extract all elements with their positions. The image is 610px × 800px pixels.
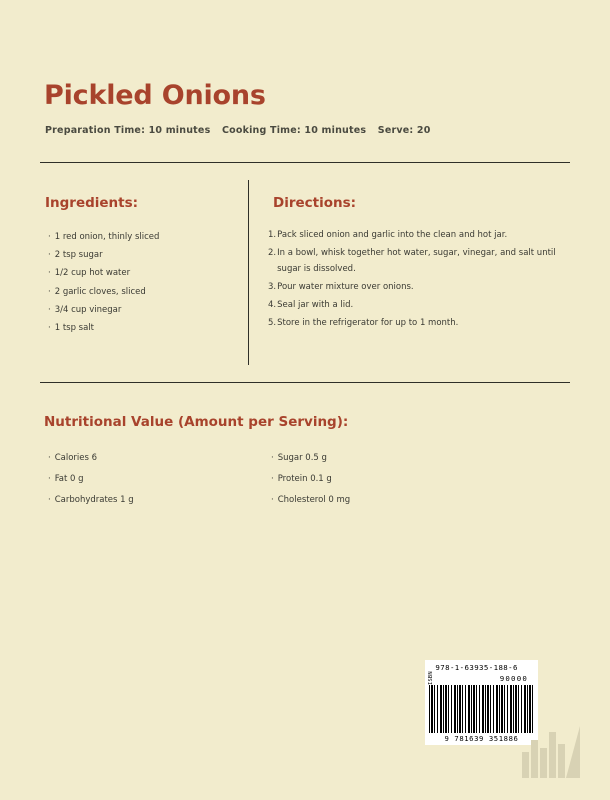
bullet-icon: ·: [48, 232, 51, 242]
step-number: 2.: [268, 248, 277, 259]
list-item: [268, 228, 568, 244]
list-item: [48, 469, 268, 490]
nutrition-list-left: [48, 448, 268, 511]
list-item: [48, 264, 238, 282]
ingredient-text: 3/4 cup vinegar: [54, 304, 122, 315]
ingredients-list: [48, 228, 238, 337]
list-item: [271, 469, 491, 490]
bullet-icon: ·: [48, 495, 51, 505]
publisher-logo-icon: [522, 726, 580, 778]
serve-count: Serve: 20: [377, 125, 431, 136]
barcode-bars: [429, 685, 534, 733]
page-title: Pickled Onions: [44, 80, 266, 111]
prep-time: Preparation Time: 10 minutes: [45, 125, 211, 136]
barcode-digits: 9 781639 351886: [444, 734, 519, 743]
step-text: Seal jar with a lid.: [277, 300, 354, 311]
list-item: [268, 298, 568, 314]
ingredient-text: 2 tsp sugar: [54, 250, 103, 261]
nutrition-text: Fat 0 g: [54, 474, 84, 484]
ingredient-text: 1 red onion, thinly sliced: [54, 232, 160, 242]
bullet-icon: ·: [48, 453, 51, 463]
bullet-icon: ·: [48, 304, 51, 315]
ingredient-text: 1 tsp salt: [54, 323, 95, 334]
isbn-label: ISBN: [428, 671, 434, 685]
nutrition-heading: Nutritional Value (Amount per Serving):: [44, 414, 349, 430]
bullet-icon: ·: [48, 250, 51, 261]
recipe-meta: [45, 125, 439, 136]
price-code: 90000: [499, 674, 528, 683]
nutrition-list-right: [271, 448, 491, 511]
list-item: [271, 490, 491, 511]
list-item: [48, 246, 238, 264]
divider-middle: [40, 382, 570, 383]
directions-heading: Directions:: [273, 195, 357, 211]
bullet-icon: ·: [48, 268, 51, 279]
isbn-number: 978-1-63935-188-6: [435, 663, 518, 672]
bullet-icon: ·: [271, 474, 274, 484]
list-item: [48, 283, 238, 301]
bullet-icon: ·: [48, 286, 51, 297]
list-item: [271, 448, 491, 469]
nutrition-text: Cholesterol 0 mg: [277, 495, 351, 505]
list-item: [48, 448, 268, 469]
list-item: [48, 319, 238, 337]
nutrition-text: Carbohydrates 1 g: [54, 495, 134, 505]
step-number: 3.: [268, 281, 277, 292]
list-item: [48, 490, 268, 511]
bullet-icon: ·: [48, 323, 51, 334]
divider-top: [40, 162, 570, 163]
directions-list: [268, 228, 568, 335]
bullet-icon: ·: [271, 453, 274, 463]
ingredients-heading: Ingredients:: [45, 195, 139, 211]
step-text: In a bowl, whisk together hot water, sugar, vinegar, and salt until sugar is dissolved.: [277, 248, 556, 274]
step-text: Store in the refrigerator for up to 1 month.: [277, 318, 459, 329]
cook-time: Cooking Time: 10 minutes: [221, 125, 367, 136]
step-number: 4.: [268, 300, 277, 311]
list-item: [48, 301, 238, 319]
nutrition-text: Calories 6: [54, 453, 98, 463]
ingredient-text: 1/2 cup hot water: [54, 268, 131, 279]
step-text: Pack sliced onion and garlic into the clean and hot jar.: [277, 230, 508, 240]
divider-vertical: [248, 180, 249, 365]
list-item: [268, 316, 568, 332]
step-text: Pour water mixture over onions.: [277, 281, 414, 292]
list-item: [268, 280, 568, 296]
nutrition-text: Sugar 0.5 g: [277, 453, 327, 463]
ingredient-text: 2 garlic cloves, sliced: [54, 286, 146, 297]
step-number: 1.: [268, 230, 277, 240]
list-item: [48, 228, 238, 246]
list-item: [268, 246, 568, 277]
bullet-icon: ·: [48, 474, 51, 484]
nutrition-text: Protein 0.1 g: [277, 474, 332, 484]
step-number: 5.: [268, 318, 277, 329]
bullet-icon: ·: [271, 495, 274, 505]
